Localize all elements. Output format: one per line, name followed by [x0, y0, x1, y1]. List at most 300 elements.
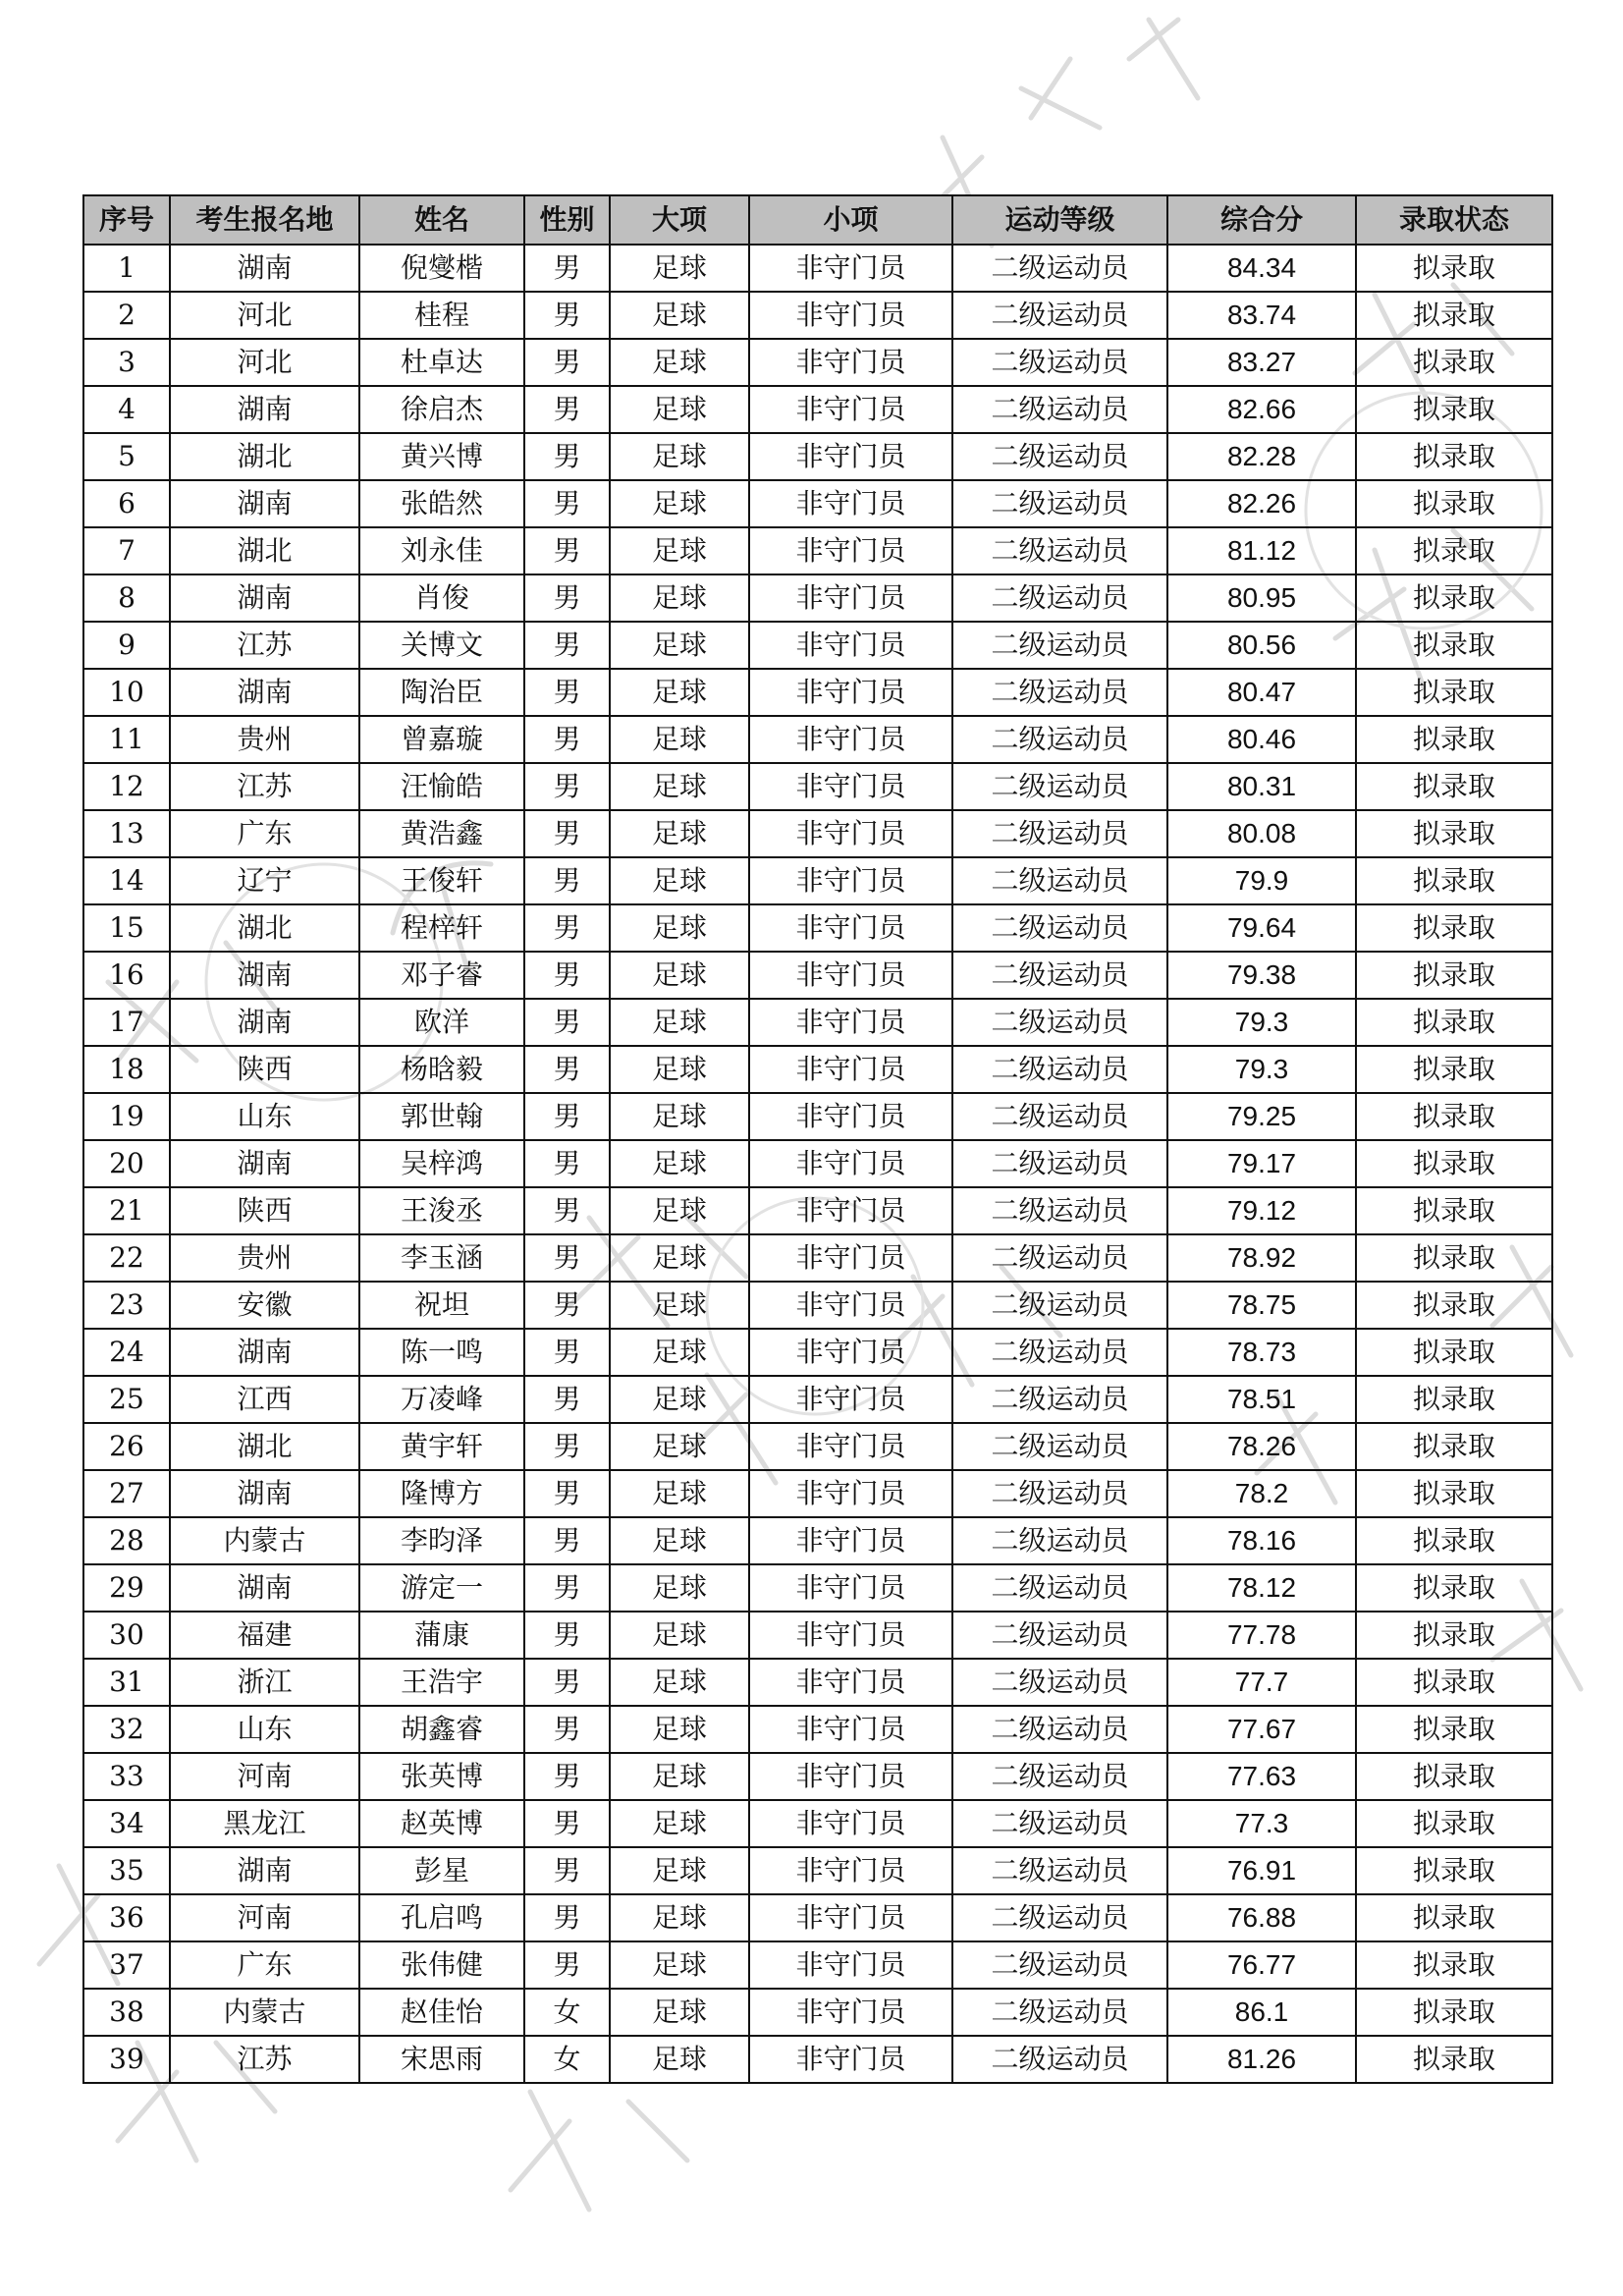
cell-level: 二级运动员	[952, 1706, 1167, 1753]
cell-event: 非守门员	[749, 904, 952, 952]
cell-score: 78.12	[1167, 1564, 1356, 1612]
cell-index: 35	[83, 1847, 170, 1894]
cell-name: 黄浩鑫	[359, 810, 524, 857]
cell-sport: 足球	[610, 1234, 749, 1282]
cell-status: 拟录取	[1356, 1234, 1552, 1282]
cell-status: 拟录取	[1356, 1187, 1552, 1234]
cell-gender: 男	[524, 1941, 610, 1989]
cell-name: 黄宇轩	[359, 1423, 524, 1470]
cell-score: 76.77	[1167, 1941, 1356, 1989]
cell-event: 非守门员	[749, 1753, 952, 1800]
cell-event: 非守门员	[749, 1517, 952, 1564]
cell-gender: 男	[524, 1046, 610, 1093]
cell-sport: 足球	[610, 1517, 749, 1564]
table-row	[83, 622, 1552, 669]
cell-score: 80.47	[1167, 669, 1356, 716]
cell-sport: 足球	[610, 245, 749, 292]
cell-score: 82.66	[1167, 386, 1356, 433]
table-row	[83, 1470, 1552, 1517]
cell-score: 80.95	[1167, 574, 1356, 622]
cell-level: 二级运动员	[952, 1659, 1167, 1706]
cell-score: 81.26	[1167, 2036, 1356, 2083]
cell-level: 二级运动员	[952, 1329, 1167, 1376]
table-row	[83, 1800, 1552, 1847]
cell-sport: 足球	[610, 669, 749, 716]
cell-sport: 足球	[610, 999, 749, 1046]
cell-level: 二级运动员	[952, 245, 1167, 292]
cell-gender: 男	[524, 810, 610, 857]
cell-sport: 足球	[610, 480, 749, 527]
cell-region: 湖北	[170, 433, 359, 480]
cell-status: 拟录取	[1356, 1941, 1552, 1989]
header-row	[83, 195, 1552, 245]
cell-score: 80.08	[1167, 810, 1356, 857]
cell-score: 81.12	[1167, 527, 1356, 574]
cell-score: 76.88	[1167, 1894, 1356, 1941]
cell-level: 二级运动员	[952, 1989, 1167, 2036]
cell-score: 78.75	[1167, 1282, 1356, 1329]
cell-level: 二级运动员	[952, 716, 1167, 763]
cell-index: 11	[83, 716, 170, 763]
cell-status: 拟录取	[1356, 857, 1552, 904]
cell-name: 吴梓鸿	[359, 1140, 524, 1187]
cell-name: 杜卓达	[359, 339, 524, 386]
cell-name: 张伟健	[359, 1941, 524, 1989]
cell-level: 二级运动员	[952, 1046, 1167, 1093]
cell-region: 贵州	[170, 716, 359, 763]
cell-level: 二级运动员	[952, 904, 1167, 952]
cell-index: 18	[83, 1046, 170, 1093]
cell-level: 二级运动员	[952, 1423, 1167, 1470]
table-row	[83, 669, 1552, 716]
cell-status: 拟录取	[1356, 480, 1552, 527]
cell-level: 二级运动员	[952, 1234, 1167, 1282]
cell-name: 游定一	[359, 1564, 524, 1612]
cell-score: 82.26	[1167, 480, 1356, 527]
cell-gender: 男	[524, 339, 610, 386]
cell-region: 河南	[170, 1894, 359, 1941]
cell-level: 二级运动员	[952, 1564, 1167, 1612]
cell-status: 拟录取	[1356, 1376, 1552, 1423]
cell-sport: 足球	[610, 622, 749, 669]
cell-gender: 男	[524, 574, 610, 622]
cell-index: 21	[83, 1187, 170, 1234]
cell-name: 王浩宇	[359, 1659, 524, 1706]
table-body	[83, 245, 1552, 2083]
cell-status: 拟录取	[1356, 527, 1552, 574]
cell-gender: 男	[524, 952, 610, 999]
cell-name: 倪燮楷	[359, 245, 524, 292]
cell-status: 拟录取	[1356, 1282, 1552, 1329]
cell-index: 23	[83, 1282, 170, 1329]
cell-region: 湖南	[170, 1329, 359, 1376]
cell-gender: 男	[524, 1187, 610, 1234]
cell-index: 20	[83, 1140, 170, 1187]
cell-name: 王俊轩	[359, 857, 524, 904]
cell-score: 77.67	[1167, 1706, 1356, 1753]
cell-index: 37	[83, 1941, 170, 1989]
cell-index: 12	[83, 763, 170, 810]
cell-status: 拟录取	[1356, 574, 1552, 622]
cell-sport: 足球	[610, 1800, 749, 1847]
cell-status: 拟录取	[1356, 1093, 1552, 1140]
cell-gender: 男	[524, 386, 610, 433]
cell-gender: 男	[524, 1894, 610, 1941]
cell-gender: 男	[524, 622, 610, 669]
cell-gender: 男	[524, 433, 610, 480]
cell-name: 邓子睿	[359, 952, 524, 999]
header-event: 小项	[749, 195, 952, 245]
cell-region: 湖南	[170, 480, 359, 527]
table-row	[83, 1847, 1552, 1894]
cell-score: 80.31	[1167, 763, 1356, 810]
cell-name: 蒲康	[359, 1612, 524, 1659]
cell-sport: 足球	[610, 1564, 749, 1612]
cell-score: 79.12	[1167, 1187, 1356, 1234]
table-row	[83, 574, 1552, 622]
cell-region: 内蒙古	[170, 1517, 359, 1564]
table-row	[83, 339, 1552, 386]
cell-gender: 男	[524, 1470, 610, 1517]
table-row	[83, 904, 1552, 952]
cell-level: 二级运动员	[952, 857, 1167, 904]
cell-event: 非守门员	[749, 1706, 952, 1753]
cell-score: 77.78	[1167, 1612, 1356, 1659]
cell-event: 非守门员	[749, 480, 952, 527]
cell-level: 二级运动员	[952, 1753, 1167, 1800]
cell-status: 拟录取	[1356, 1564, 1552, 1612]
cell-level: 二级运动员	[952, 433, 1167, 480]
cell-gender: 男	[524, 857, 610, 904]
cell-sport: 足球	[610, 1989, 749, 2036]
cell-region: 黑龙江	[170, 1800, 359, 1847]
table-row	[83, 1989, 1552, 2036]
table-row	[83, 952, 1552, 999]
cell-index: 9	[83, 622, 170, 669]
cell-event: 非守门员	[749, 1329, 952, 1376]
table-row	[83, 1423, 1552, 1470]
table-row	[83, 1706, 1552, 1753]
cell-status: 拟录取	[1356, 763, 1552, 810]
cell-event: 非守门员	[749, 1282, 952, 1329]
cell-name: 隆博方	[359, 1470, 524, 1517]
cell-event: 非守门员	[749, 1989, 952, 2036]
cell-status: 拟录取	[1356, 1753, 1552, 1800]
cell-event: 非守门员	[749, 669, 952, 716]
cell-region: 江苏	[170, 622, 359, 669]
cell-gender: 男	[524, 669, 610, 716]
cell-index: 15	[83, 904, 170, 952]
table-row	[83, 1234, 1552, 1282]
cell-index: 13	[83, 810, 170, 857]
cell-score: 77.3	[1167, 1800, 1356, 1847]
cell-score: 80.56	[1167, 622, 1356, 669]
table-row	[83, 999, 1552, 1046]
cell-event: 非守门员	[749, 1376, 952, 1423]
cell-gender: 男	[524, 1517, 610, 1564]
cell-region: 湖南	[170, 669, 359, 716]
cell-index: 6	[83, 480, 170, 527]
cell-sport: 足球	[610, 1941, 749, 1989]
table-row	[83, 1564, 1552, 1612]
header-name: 姓名	[359, 195, 524, 245]
cell-status: 拟录取	[1356, 1046, 1552, 1093]
table-row	[83, 292, 1552, 339]
table-row	[83, 1376, 1552, 1423]
cell-status: 拟录取	[1356, 1423, 1552, 1470]
cell-score: 77.63	[1167, 1753, 1356, 1800]
cell-index: 33	[83, 1753, 170, 1800]
table-row	[83, 810, 1552, 857]
cell-region: 湖北	[170, 527, 359, 574]
cell-status: 拟录取	[1356, 1659, 1552, 1706]
cell-sport: 足球	[610, 1282, 749, 1329]
cell-level: 二级运动员	[952, 763, 1167, 810]
cell-event: 非守门员	[749, 1093, 952, 1140]
cell-name: 欧洋	[359, 999, 524, 1046]
cell-score: 84.34	[1167, 245, 1356, 292]
cell-sport: 足球	[610, 1046, 749, 1093]
cell-level: 二级运动员	[952, 386, 1167, 433]
cell-gender: 男	[524, 999, 610, 1046]
cell-status: 拟录取	[1356, 1470, 1552, 1517]
cell-level: 二级运动员	[952, 1517, 1167, 1564]
cell-region: 山东	[170, 1706, 359, 1753]
cell-index: 32	[83, 1706, 170, 1753]
cell-region: 江苏	[170, 763, 359, 810]
cell-level: 二级运动员	[952, 1847, 1167, 1894]
cell-event: 非守门员	[749, 1423, 952, 1470]
cell-status: 拟录取	[1356, 245, 1552, 292]
cell-sport: 足球	[610, 716, 749, 763]
cell-score: 79.3	[1167, 1046, 1356, 1093]
cell-gender: 男	[524, 716, 610, 763]
cell-level: 二级运动员	[952, 1093, 1167, 1140]
cell-sport: 足球	[610, 386, 749, 433]
cell-name: 杨晗毅	[359, 1046, 524, 1093]
cell-sport: 足球	[610, 292, 749, 339]
cell-sport: 足球	[610, 952, 749, 999]
cell-region: 湖南	[170, 1847, 359, 1894]
table-row	[83, 1187, 1552, 1234]
cell-level: 二级运动员	[952, 622, 1167, 669]
cell-sport: 足球	[610, 1753, 749, 1800]
cell-region: 河北	[170, 292, 359, 339]
cell-region: 江苏	[170, 2036, 359, 2083]
cell-sport: 足球	[610, 1847, 749, 1894]
table-row	[83, 386, 1552, 433]
cell-index: 4	[83, 386, 170, 433]
cell-name: 王浚丞	[359, 1187, 524, 1234]
cell-score: 78.51	[1167, 1376, 1356, 1423]
cell-index: 39	[83, 2036, 170, 2083]
cell-score: 78.16	[1167, 1517, 1356, 1564]
cell-gender: 男	[524, 292, 610, 339]
cell-sport: 足球	[610, 1140, 749, 1187]
cell-score: 78.26	[1167, 1423, 1356, 1470]
table-row	[83, 1329, 1552, 1376]
cell-gender: 男	[524, 1329, 610, 1376]
cell-score: 79.17	[1167, 1140, 1356, 1187]
cell-event: 非守门员	[749, 763, 952, 810]
cell-level: 二级运动员	[952, 339, 1167, 386]
cell-gender: 男	[524, 763, 610, 810]
cell-event: 非守门员	[749, 1234, 952, 1282]
cell-event: 非守门员	[749, 527, 952, 574]
cell-score: 76.91	[1167, 1847, 1356, 1894]
cell-score: 78.73	[1167, 1329, 1356, 1376]
cell-region: 辽宁	[170, 857, 359, 904]
cell-name: 宋思雨	[359, 2036, 524, 2083]
cell-gender: 男	[524, 1659, 610, 1706]
cell-region: 湖南	[170, 952, 359, 999]
cell-region: 河北	[170, 339, 359, 386]
cell-event: 非守门员	[749, 1046, 952, 1093]
cell-score: 80.46	[1167, 716, 1356, 763]
cell-event: 非守门员	[749, 245, 952, 292]
header-sport: 大项	[610, 195, 749, 245]
cell-region: 安徽	[170, 1282, 359, 1329]
cell-region: 湖北	[170, 904, 359, 952]
cell-gender: 男	[524, 1753, 610, 1800]
cell-score: 78.2	[1167, 1470, 1356, 1517]
cell-level: 二级运动员	[952, 1282, 1167, 1329]
cell-sport: 足球	[610, 574, 749, 622]
header-region: 考生报名地	[170, 195, 359, 245]
cell-name: 徐启杰	[359, 386, 524, 433]
table-row	[83, 1753, 1552, 1800]
cell-level: 二级运动员	[952, 952, 1167, 999]
cell-level: 二级运动员	[952, 1800, 1167, 1847]
cell-status: 拟录取	[1356, 952, 1552, 999]
cell-gender: 男	[524, 1093, 610, 1140]
cell-gender: 男	[524, 480, 610, 527]
cell-sport: 足球	[610, 1706, 749, 1753]
table-row	[83, 480, 1552, 527]
cell-sport: 足球	[610, 810, 749, 857]
cell-index: 27	[83, 1470, 170, 1517]
cell-name: 黄兴博	[359, 433, 524, 480]
cell-name: 郭世翰	[359, 1093, 524, 1140]
cell-event: 非守门员	[749, 433, 952, 480]
cell-status: 拟录取	[1356, 1800, 1552, 1847]
cell-level: 二级运动员	[952, 527, 1167, 574]
cell-name: 肖俊	[359, 574, 524, 622]
cell-region: 福建	[170, 1612, 359, 1659]
cell-sport: 足球	[610, 1329, 749, 1376]
cell-name: 汪愉皓	[359, 763, 524, 810]
cell-score: 83.27	[1167, 339, 1356, 386]
cell-status: 拟录取	[1356, 810, 1552, 857]
cell-sport: 足球	[610, 1187, 749, 1234]
cell-region: 广东	[170, 810, 359, 857]
cell-region: 陕西	[170, 1187, 359, 1234]
cell-index: 28	[83, 1517, 170, 1564]
cell-name: 程梓轩	[359, 904, 524, 952]
cell-event: 非守门员	[749, 292, 952, 339]
cell-score: 83.74	[1167, 292, 1356, 339]
table-row	[83, 527, 1552, 574]
table-row	[83, 1046, 1552, 1093]
table-row	[83, 716, 1552, 763]
table-row	[83, 245, 1552, 292]
cell-gender: 女	[524, 1989, 610, 2036]
cell-sport: 足球	[610, 1376, 749, 1423]
cell-level: 二级运动员	[952, 810, 1167, 857]
cell-level: 二级运动员	[952, 292, 1167, 339]
cell-index: 24	[83, 1329, 170, 1376]
cell-sport: 足球	[610, 2036, 749, 2083]
cell-event: 非守门员	[749, 1470, 952, 1517]
header-index: 序号	[83, 195, 170, 245]
cell-gender: 男	[524, 1376, 610, 1423]
cell-gender: 男	[524, 1423, 610, 1470]
cell-event: 非守门员	[749, 716, 952, 763]
cell-event: 非守门员	[749, 1187, 952, 1234]
cell-level: 二级运动员	[952, 480, 1167, 527]
cell-index: 1	[83, 245, 170, 292]
cell-index: 3	[83, 339, 170, 386]
cell-name: 刘永佳	[359, 527, 524, 574]
cell-index: 30	[83, 1612, 170, 1659]
cell-gender: 男	[524, 904, 610, 952]
cell-level: 二级运动员	[952, 1470, 1167, 1517]
table-row	[83, 1612, 1552, 1659]
admission-table	[82, 194, 1553, 2084]
table-row	[83, 1894, 1552, 1941]
cell-event: 非守门员	[749, 857, 952, 904]
cell-level: 二级运动员	[952, 1187, 1167, 1234]
table-row	[83, 1517, 1552, 1564]
cell-name: 李玉涵	[359, 1234, 524, 1282]
cell-event: 非守门员	[749, 386, 952, 433]
table-row	[83, 763, 1552, 810]
header-gender: 性别	[524, 195, 610, 245]
cell-level: 二级运动员	[952, 669, 1167, 716]
table-row	[83, 1140, 1552, 1187]
cell-status: 拟录取	[1356, 433, 1552, 480]
cell-status: 拟录取	[1356, 904, 1552, 952]
table-row	[83, 2036, 1552, 2083]
header-status: 录取状态	[1356, 195, 1552, 245]
cell-name: 关博文	[359, 622, 524, 669]
table-row	[83, 433, 1552, 480]
cell-gender: 男	[524, 1800, 610, 1847]
table-row	[83, 1941, 1552, 1989]
cell-index: 38	[83, 1989, 170, 2036]
cell-region: 湖南	[170, 245, 359, 292]
cell-status: 拟录取	[1356, 716, 1552, 763]
table-row	[83, 1282, 1552, 1329]
cell-status: 拟录取	[1356, 622, 1552, 669]
cell-index: 34	[83, 1800, 170, 1847]
cell-index: 26	[83, 1423, 170, 1470]
table-row	[83, 1093, 1552, 1140]
cell-status: 拟录取	[1356, 1140, 1552, 1187]
cell-status: 拟录取	[1356, 1989, 1552, 2036]
cell-name: 赵佳怡	[359, 1989, 524, 2036]
cell-status: 拟录取	[1356, 1706, 1552, 1753]
cell-index: 10	[83, 669, 170, 716]
cell-status: 拟录取	[1356, 1847, 1552, 1894]
cell-index: 16	[83, 952, 170, 999]
cell-name: 张皓然	[359, 480, 524, 527]
cell-event: 非守门员	[749, 1659, 952, 1706]
cell-gender: 男	[524, 245, 610, 292]
cell-level: 二级运动员	[952, 999, 1167, 1046]
cell-status: 拟录取	[1356, 292, 1552, 339]
cell-index: 19	[83, 1093, 170, 1140]
